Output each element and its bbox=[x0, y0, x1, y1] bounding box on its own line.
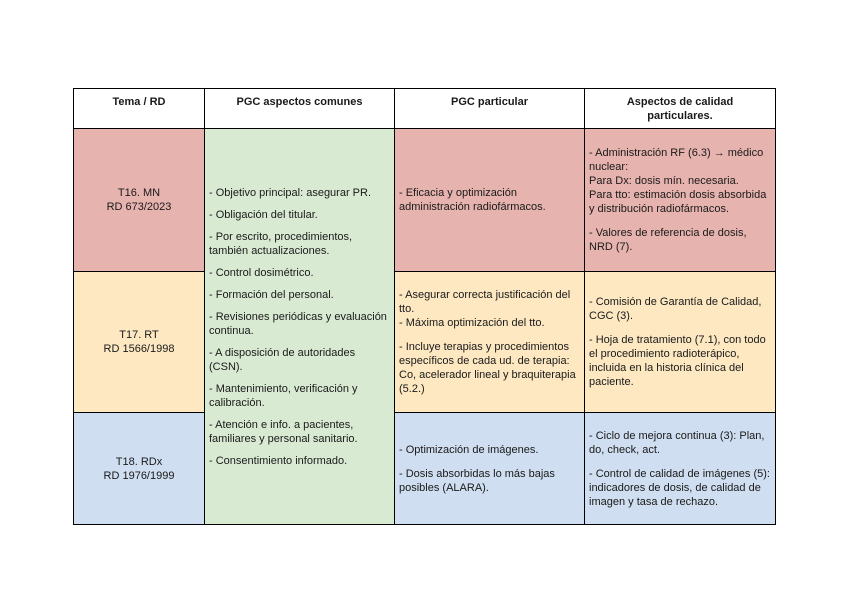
header-particular: PGC particular bbox=[395, 89, 585, 129]
cell-line: - Eficacia y optimización administración radiofármacos. bbox=[399, 187, 546, 213]
cell-line bbox=[589, 216, 771, 226]
header-row bbox=[74, 89, 776, 129]
tema-label: T16. MN bbox=[117, 187, 161, 199]
comun-item: - A disposición de autoridades (CSN). bbox=[209, 346, 356, 373]
cell-line: - Incluye terapias y procedimientos específicos de cada ud. de terapia: Co, acelerador lineal y braquiterapia (5.2.) bbox=[399, 341, 576, 395]
cell-line bbox=[589, 457, 771, 467]
rd-label: RD 1976/1999 bbox=[103, 469, 175, 482]
particular-cell-rdx bbox=[395, 413, 585, 525]
comun-item: - Control dosimétrico. bbox=[209, 266, 314, 279]
tema-cell-mn bbox=[74, 129, 205, 272]
row-rdx bbox=[74, 413, 776, 525]
calidad-cell-mn bbox=[585, 129, 776, 272]
cell-line: - Ciclo de mejora continua (3): Plan, do, check, act. bbox=[589, 429, 765, 456]
cell-line bbox=[399, 457, 580, 467]
comun-item: - Obligación del titular. bbox=[209, 208, 318, 221]
particular-cell-rt bbox=[395, 272, 585, 413]
rd-label: RD 1566/1998 bbox=[103, 343, 175, 355]
header-tema: Tema / RD bbox=[74, 89, 205, 129]
cell-line bbox=[589, 323, 771, 333]
tema-cell-rdx bbox=[74, 413, 205, 525]
comun-item: - Objetivo principal: asegurar PR. bbox=[209, 186, 372, 199]
cell-line: - Máxima optimización del tto. bbox=[399, 317, 545, 329]
calidad-cell-rdx bbox=[585, 413, 776, 525]
row-rt bbox=[74, 272, 776, 413]
comun-item: - Consentimiento informado. bbox=[209, 454, 348, 467]
row-mn bbox=[74, 129, 776, 272]
cell-line: - Comisión de Garantía de Calidad, CGC (3). bbox=[589, 296, 762, 322]
particular-cell-mn bbox=[395, 129, 585, 272]
comun-item: - Formación del personal. bbox=[209, 288, 334, 301]
rd-label: RD 673/2023 bbox=[106, 201, 172, 213]
comun-item: - Mantenimiento, verificación y calibración. bbox=[209, 382, 358, 409]
tema-cell-rt bbox=[74, 272, 205, 413]
tema-label: T18. RDx bbox=[115, 455, 163, 468]
cell-line: - Control de calidad de imágenes (5): indicadores de dosis, de calidad de imagen y tasa de rechazo. bbox=[589, 467, 770, 508]
cell-line: Para Dx: dosis mín. necesaria. bbox=[589, 175, 739, 187]
cell-line: Para tto: estimación dosis absorbida y distribución radiofármacos. bbox=[589, 189, 767, 215]
cell-line: - Optimización de imágenes. bbox=[399, 443, 539, 456]
cell-line: - Administración RF (6.3) → médico nuclear: bbox=[589, 147, 764, 173]
tema-label: T17. RT bbox=[119, 329, 159, 341]
header-calidad: Aspectos de calidad particulares. bbox=[585, 89, 776, 129]
comun-item: - Revisiones periódicas y evaluación continua. bbox=[209, 310, 387, 337]
cell-line: - Valores de referencia de dosis, NRD (7). bbox=[589, 227, 747, 253]
header-comunes: PGC aspectos comunes bbox=[205, 89, 395, 129]
cell-line bbox=[399, 330, 580, 340]
comunes-cell bbox=[205, 129, 395, 525]
cell-line: - Dosis absorbidas lo más bajas posibles (ALARA). bbox=[399, 467, 555, 494]
comun-item: - Por escrito, procedimientos, también actualizaciones. bbox=[209, 230, 353, 257]
calidad-cell-rt bbox=[585, 272, 776, 413]
comun-item: - Atención e info. a pacientes, familiares y personal sanitario. bbox=[209, 418, 358, 445]
pgc-table bbox=[73, 88, 776, 525]
comunes-list bbox=[209, 186, 390, 468]
cell-line: - Asegurar correcta justificación del tto. bbox=[399, 289, 571, 315]
cell-line: - Hoja de tratamiento (7.1), con todo el procedimiento radioterápico, incluida en la historia clínica del paciente. bbox=[589, 334, 766, 388]
